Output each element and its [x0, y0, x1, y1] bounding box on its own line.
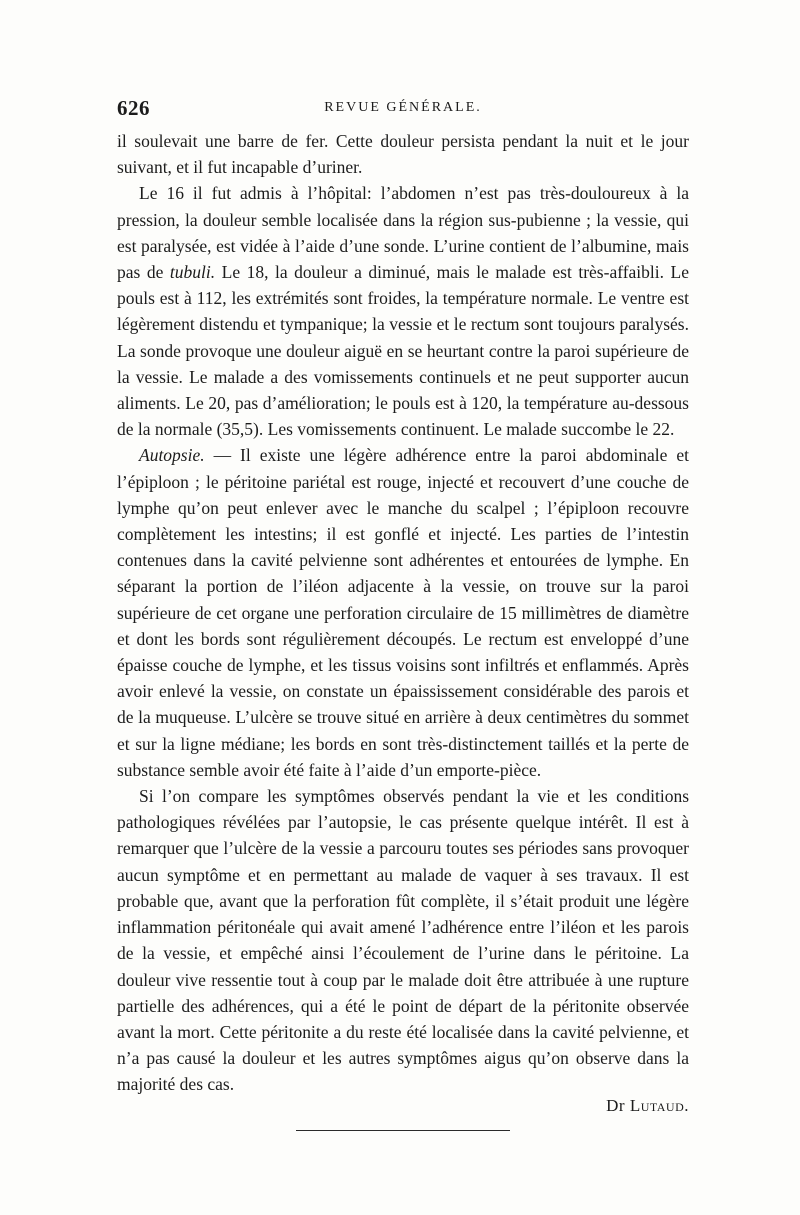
signature-title: Dr [606, 1096, 626, 1115]
article-body [117, 128, 689, 1098]
paragraph [117, 783, 689, 1097]
paragraph [117, 180, 689, 442]
author-signature [117, 1096, 689, 1116]
signature-name: Lutaud. [629, 1096, 689, 1115]
paragraph-text: Le 18, la douleur a diminué, mais le malade est très-affaibli. Le pouls est à 112, les extrémités sont froides, la température normale. Le ventre est légèrement distendu et tympanique; la vessie et le rectum sont toujours paralysés. La sonde provoque une douleur aiguë en se heurtant contre la paroi supérieure de la vessie. Le malade a des vomissements continuels et ne peut supporter aucun aliments. Le 20, pas d’amélioration; le pouls est à 120, la température au-dessous de la normale (35,5). Les vomissements continuent. Le malade succombe le 22. [117, 262, 689, 440]
paragraph-text: — Il existe une légère adhérence entre la paroi abdominale et l’épiploon ; le péritoine pariétal est rouge, injecté et recouvert d’une couche de lymphe qu’on peut enlever avec le manche du scalpel ; l’épiploon recouvre complètement les intestins; il est gonflé et injecté. Les parties de l’intestin contenues dans la cavité pelvienne sont adhérentes et entourées de lymphe. En séparant la portion de l’iléon adjacente à la vessie, on trouve sur la paroi supérieure de cet organe une perforation circulaire de 15 millimètres de diamètre et dont les bords sont régulièrement découpés. Le rectum est enveloppé d’une épaisse couche de lymphe, et les tissus voisins sont infiltrés et enflammés. Après avoir enlevé la vessie, on constate un épaississement considérable des parois et de la muqueuse. L’ulcère se trouve situé en arrière à deux centimètres du sommet et sur la ligne médiane; les bords en sont très-distinctement taillés et la perte de substance semble avoir été faite à l’aide d’un emporte-pièce. [117, 445, 689, 780]
running-head: REVUE GÉNÉRALE. [324, 100, 482, 115]
paragraph-text: Le 16 il fut admis à l’hôpital: l’abdomen n’est pas très-douloureux à la pression, la douleur semble localisée dans la région sus-pubienne ; la vessie, qui est paralysée, est vidée à l’aide d’une sonde. L’urine contient de l’albumine, mais pas de [117, 183, 689, 283]
page-header [117, 96, 689, 124]
page-number: 626 [117, 96, 150, 120]
end-rule [296, 1130, 510, 1131]
paragraph [117, 128, 689, 180]
paragraph-text: Si l’on compare les symptômes observés pendant la vie et les conditions pathologiques révélées par l’autopsie, le cas présente quelque intérêt. Il est à remarquer que l’ulcère de la vessie a parcouru toutes ses périodes sans provoquer aucun symptôme et en permettant au malade de vaquer à ses travaux. Il est probable que, avant que la perforation fût complète, il s’était produit une légère inflammation péritonéale qui avait amené l’adhérence entre l’iléon et les parois de la vessie, et empêché ainsi l’écoulement de l’urine dans le péritoine. La douleur vive ressentie tout à coup par le malade doit être attribuée à une rupture partielle des adhérences, qui a été le point de départ de la péritonite observée avant la mort. Cette péritonite a du reste été localisée dans la cavité pelvienne, et n’a pas causé la douleur et les autres symptômes aigus qu’on observe dans la majorité des cas. [117, 786, 689, 1095]
italic-text: Autopsie. [139, 445, 205, 466]
italic-text: tubuli. [169, 262, 216, 283]
paragraph [117, 442, 689, 783]
paragraph-text: il soulevait une barre de fer. Cette douleur persista pendant la nuit et le jour suivant, et il fut incapable d’uriner. [117, 131, 689, 178]
